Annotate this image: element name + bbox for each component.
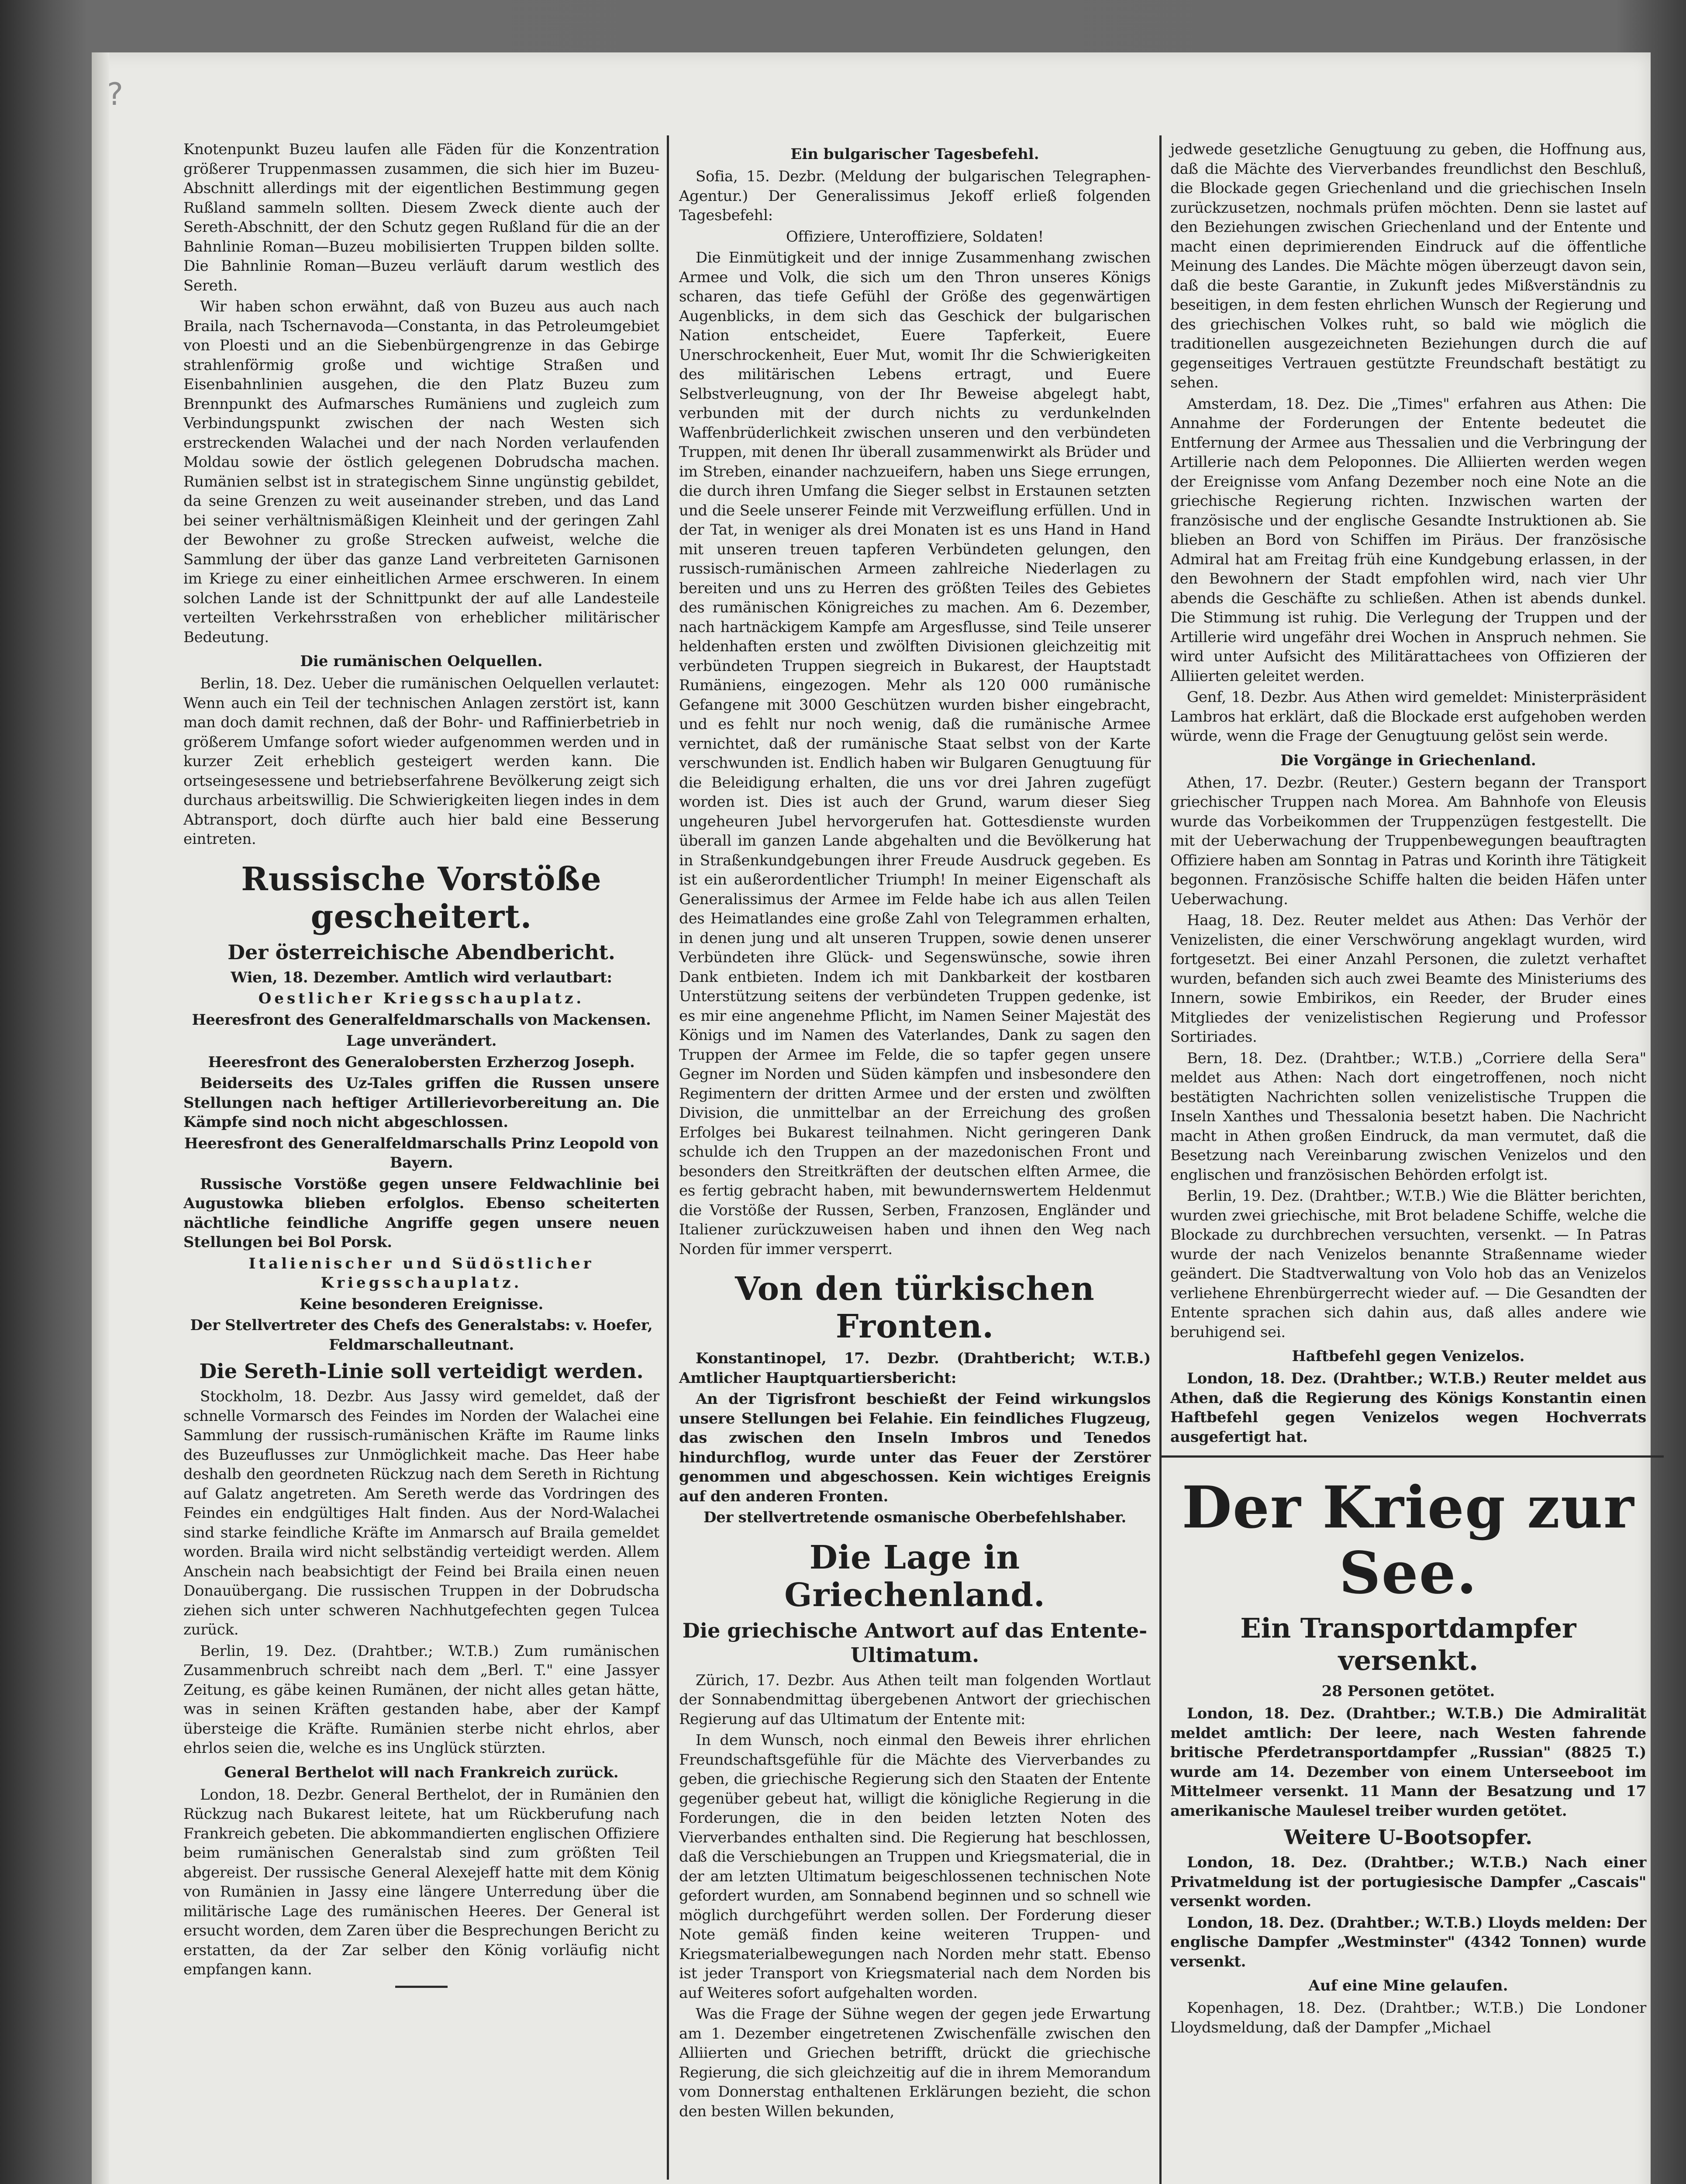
subheadline: Weitere U-Bootsopfer. — [1284, 1825, 1533, 1849]
section-rule — [1159, 1455, 1664, 1458]
article-paragraph: jedwede gesetzliche Genugtuung zu geben, die Hoffnung aus, daß die Mächte des Vierverbandes freundlichst den Beschluß, die Blockade gegen Griechenland und die griechischen Inseln zurückzusetzen, nochmals prüfen möchten. Denn sie lastet auf den Beziehungen zwischen Griechenland und der Entente und macht einen deprimierenden Eindruck auf die öffentliche Meinung des Landes. Die Mächte mögen überzeugt davon sein, daß die beste Garantie, in Zukunft jedes Mißverständnis zu beseitigen, in dem festen ehrlichen Wunsch der Regierung und des griechischen Volkes ruht, so bald wie möglich die traditionellen ausgezeichneten Beziehungen durch die auf gegenseitiges Vertrauen gestützte Freundschaft bestätigt zu sehen. — [1170, 141, 1646, 391]
article-paragraph: Berlin, 18. Dez. Ueber die rumänischen Oelquellen verlautet: Wenn auch ein Teil der technischen Anlagen zerstört ist, kann man doch damit rechnen, daß der Bohr- und Raffinierbetrieb in größerem Umfange sofort wieder aufgenommen werden und in kurzer Zeit erheblich gesteigert werden kann. Die ortseingesessene und betriebserfahrene Bevölkerung zeigt sich durchaus arbeitswillig. Die Schwierigkeiten liegen indes in dem Abtransport, doch dürfte auch hier bald eine Besserung eintreten. — [183, 675, 659, 848]
headline: Von den türkischen Fronten. — [735, 1270, 1095, 1345]
salutation: Offiziere, Unteroffiziere, Soldaten! — [786, 228, 1044, 245]
dateline: Konstantinopel, 17. Dezbr. (Drahtbericht; W.T.B.) Amtlicher Hauptquartiersbericht: — [679, 1350, 1151, 1387]
section-heading: General Berthelot will nach Frankreich zurück. — [224, 1763, 619, 1781]
section-heading: Oestlicher Kriegsschauplatz. — [258, 990, 585, 1007]
headline: Russische Vorstöße gescheitert. — [241, 860, 602, 936]
dateline: Wien, 18. Dezember. Amtlich wird verlautbart: — [231, 968, 612, 986]
section-heading: Heeresfront des Generalobersten Erzherzog Joseph. — [208, 1053, 635, 1071]
signature: Der Stellvertreter des Chefs des Generalstabs: v. Hoefer, Feldmarschalleutnant. — [190, 1317, 653, 1354]
article-paragraph: Berlin, 19. Dez. (Drahtber.; W.T.B.) Wie die Blätter berichten, wurden zwei griechische, mit Brot beladene Schiffe, welche die Blockade zu durchbrechen versuchten, versenkt. — In Patras wurde der nach Venizelos benannte Straßenname wieder geändert. Die Stadtverwaltung von Volo hob das an Venizelos verliehene Ehrenbürgerrecht wieder auf. — Die Gesandten der Entente sprachen sich dahin aus, daß alles andere wie beruhigend sei. — [1170, 1187, 1646, 1341]
article-paragraph: Die Einmütigkeit und der innige Zusammenhang zwischen Armee und Volk, die sich um den Thron unseres Königs scharen, das tiefe Gefühl der Größe des gegenwärtigen Augenblicks, in dem sich das Geschick der bulgarischen Nation entscheidet, Euere Tapferkeit, Euere Unerschrockenheit, Euer Mut, womit Ihr die Schwierigkeiten des militärischen Lebens ertragt, und Euere Selbstverleugnung, von der Ihr Beweise abgelegt habt, verbunden mit der durch nichts zu verdunkelnden Waffenbrüderlichkeit zwischen unseren und den verbündeten Truppen, mit denen Ihr überall zusammenwirkt als Brüder und im Streben, einander nachzueifern, haben uns Siege errungen, die durch ihren Umfang die Sieger selbst in Erstaunen setzten und die Seele unserer Feinde mit Verzweiflung erfüllen. Und in der Tat, in weniger als drei Monaten ist es uns Hand in Hand mit unseren treuen tapferen Verbündeten gelungen, den russisch-rumänischen Armeen zahlreiche Niederlagen zu bereiten und uns zu Herren des größten Teiles des Gebietes des rumänischen Königreiches zu machen. Am 6. Dezember, nach hartnäckigem Kampfe am Argesflusse, sind Teile unserer heldenhaften ersten und zwölften Divisionen gleichzeitig mit verbündeten Truppen siegreich in Bukarest, der Hauptstadt Rumäniens, eingezogen. Mehr als 120 000 rumänische Gefangene mit 3000 Geschützen wurden bisher eingebracht, und es fehlt nur noch wenig, daß die rumänische Armee vernichtet, daß der rumänische Staat selbst von der Karte verschwunden ist. Endlich haben wir Bulgaren Genugtuung für die Beleidigung erhalten, die uns vor drei Jahren zugefügt worden ist. Dies ist auch der Grund, warum dieser Sieg ungeheuren Jubel hervorgerufen hat. Gottesdienste wurden überall im ganzen Lande abgehalten und die Bevölkerung hat in Straßenkundgebungen ihrer Freude Ausdruck gegeben. Es ist ein außerordentlicher Triumph! In meiner Eigenschaft als Generalissimus der Armee im Felde habe ich aus allen Teilen des Heimatlandes eine große Zahl von Telegrammen erhalten, in denen jung und alt unseren Truppen, sowie denen unserer Verbündeten ihre Glück- und Segenswünsche, sowie ihren Dank entbieten. Indem ich mit Dankbarkeit der kostbaren Unterstützung seitens der verbündeten Truppen gedenke, ist es mir eine angenehme Pflicht, im Namen Seiner Majestät des Königs und im Namen des Vaterlandes, Dank zu sagen den Truppen der Armee im Felde, die so tapfer gegen unsere Gegner im Norden und Süden kämpfen und insbesondere den Regimentern der dritten Armee und der ersten und zwölften Division, die unmittelbar an der Erreichung des großen Erfolges bei Bukarest teilnahmen. Nicht geringeren Dank schulde ich den Truppen an der mazedonischen Front und besonders den Streitkräften der deutschen elften Armee, die es fertig gebracht haben, mit bewundernswertem Heldenmut die Vorstöße der Russen, Serben, Franzosen, Engländer und Italiener zurückzuweisen haben und ihnen den Weg nach Norden für immer versperrt. — [679, 249, 1151, 1258]
article-paragraph: Berlin, 19. Dez. (Drahtber.; W.T.B.) Zum rumänischen Zusammenbruch schreibt nach dem „Berl. T." eine Jassyer Zeitung, es gäbe keinen Rumänen, der nicht alles getan hätte, was in seinen Kräften gestanden habe, aber der Kampf übersteige die Kräfte. Rumänien sterbe nicht ehrlos, aber ehrlos seien die, welche es ins Unglück stürzten. — [183, 1642, 659, 1757]
subheadline: Die griechische Antwort auf das Entente-Ultimatum. — [682, 1618, 1148, 1667]
end-rule — [395, 1986, 448, 1988]
article-paragraph: Was die Frage der Sühne wegen der gegen jede Erwartung am 1. Dezember eingetretenen Zwischenfälle zwischen den Alliierten und Griechen betrifft, drückt die griechische Regierung, die sich gleichzeitig auf die in ihrem Memorandum vom Donnerstag enthaltenen Erklärungen bezieht, die schon den besten Willen bekunden, — [679, 2005, 1151, 2120]
report-line: Keine besonderen Ereignisse. — [299, 1295, 544, 1313]
article-paragraph: Knotenpunkt Buzeu laufen alle Fäden für die Konzentration größerer Truppenmassen zusammen, die sich hier im Buzeu-Abschnitt allerdings mit der eigentlichen Bestimmung gegen Rußland sammeln sollten. Diesem Zweck diente auch der Sereth-Abschnitt, der den Schutz gegen Rußland für die an der Bahnlinie Roman—Buzeu mobilisierten Truppen bilden sollte. Die Bahnlinie Roman—Buzeu verläuft darum westlich des Sereth. — [183, 141, 659, 294]
column-3 — [1170, 140, 1646, 2039]
section-heading: Heeresfront des Generalfeldmarschalls von Mackensen. — [192, 1011, 651, 1029]
section-heading: Die Vorgänge in Griechenland. — [1280, 751, 1536, 769]
article-paragraph: In dem Wunsch, noch einmal den Beweis ihrer ehrlichen Freundschaftsgefühle für die Mächte des Vierverbandes zu geben, die griechische Regierung sich den Staaten der Entente gegenüber gebeut hat, willigt die königliche Regierung in die Forderungen, die in den beiden letzten Noten des Vierverbandes enthalten sind. Die Regierung hat beschlossen, daß die Verschiebungen an Truppen und Kriegsmaterial, die in der am letzten Ultimatum beigeschlossenen technischen Note gefordert wurden, am Sonnabend beginnen und so schnell wie möglich durchgeführt werden sollen. Der Forderung dieser Note gemäß finden keine weiteren Truppen- und Kriegsmaterialbewegungen nach Norden mehr statt. Ebenso ist jeder Transport von Kriegsmaterial nach dem Norden bis auf Weiteres sofort aufgehalten worden. — [679, 1731, 1151, 2002]
section-heading: Auf eine Mine gelaufen. — [1308, 1977, 1508, 1994]
column-1 — [183, 140, 659, 1994]
headline: Die Lage in Griechenland. — [784, 1538, 1045, 1614]
article-paragraph: Wir haben schon erwähnt, daß von Buzeu aus auch nach Braila, nach Tschernavoda—Constanta, in das Petroleumgebiet von Ploesti und an die Siebenbürgengrenze in das Gebirge strahlenförmig große und wichtige Straßen und Eisenbahnlinien ausgehen, die den Platz Buzeu zum Brennpunkt des Aufmarsches Rumäniens und zugleich zum Verbindungspunkt zwischen der nach Westen sich erstreckenden Walachei und der nach Norden verlaufenden Moldau sowie der östlich gelegenen Dobrudscha machen. Rumänien selbst ist in strategischem Sinne ungünstig gebildet, da seine Grenzen zu weit auseinander streben, und das Land bei seiner verhältnismäßigen Kleinheit und der geringen Zahl der Bewohner zu große Strecken aufweist, welche die Sammlung der über das ganze Land verbreiteten Garnisonen im Kriege zu einer einheitlichen Armee erschweren. In einem solchen Lande ist der Schnittpunkt der auf alle Landesteile verteilten Verkehrsstraßen von erheblicher militärischer Bedeutung. — [183, 298, 659, 646]
section-heading: Italienischer und Südöstlicher Kriegsschauplatz. — [248, 1254, 594, 1292]
article-paragraph: Sofia, 15. Dezbr. (Meldung der bulgarischen Telegraphen-Agentur.) Der Generalissimus Jekoff erließ folgenden Tagesbefehl: — [679, 168, 1151, 224]
article-paragraph: London, 18. Dez. (Drahtber.; W.T.B.) Reuter meldet aus Athen, daß die Regierung des Königs Konstantin einen Haftbefehl gegen Venizelos wegen Hochverrats ausgefertigt hat. — [1170, 1370, 1646, 1446]
section-heading: Ein bulgarischer Tagesbefehl. — [790, 145, 1039, 163]
report-line: Beiderseits des Uz-Tales griffen die Russen unsere Stellungen nach heftiger Artillerievorbereitung an. Die Kämpfe sind noch nicht abgeschlossen. — [183, 1075, 659, 1131]
column-rule-1 — [667, 135, 669, 2180]
section-heading: Heeresfront des Generalfeldmarschalls Prinz Leopold von Bayern. — [184, 1134, 659, 1171]
headline-large: Der Krieg zur See. — [1182, 1474, 1635, 1607]
report-line: Russische Vorstöße gegen unsere Feldwachlinie bei Augustowka blieben erfolglos. Ebenso scheiterten nächtliche feindliche Angriffe gegen unsere neuen Stellungen bei Bol Porsk. — [183, 1175, 659, 1251]
article-paragraph: Athen, 17. Dezbr. (Reuter.) Gestern begann der Transport griechischer Truppen nach Morea. Am Bahnhofe von Eleusis wurde das Vorbeikommen der Truppenzügen festgestellt. Die mit der Ueberwachung der Truppenbewegungen beauftragten Offiziere haben am Sonntag in Patras und Korinth ihre Tätigkeit begonnen. Französische Schiffe halten die beiden Häfen unter Ueberwachung. — [1170, 774, 1646, 908]
article-paragraph: Genf, 18. Dezbr. Aus Athen wird gemeldet: Ministerpräsident Lambros hat erklärt, daß die Blockade erst aufgehoben werden würde, wenn die Frage der Genugtuung gelöst sein werde. — [1170, 688, 1646, 745]
article-paragraph: Bern, 18. Dez. (Drahtber.; W.T.B.) „Corriere della Sera" meldet aus Athen: Nach dort eingetroffenen, noch nicht bestätigten Nachrichten sollen venizelistische Truppen die Inseln Xanthes und Thessalonia besetzt haben. Die Nachricht macht in Athen großen Eindruck, da man vermutet, daß die Besetzung nach Vereinbarung zwischen Venizelos und den englischen und französischen Behörden erfolgt ist. — [1170, 1049, 1646, 1184]
signature: Der stellvertretende osmanische Oberbefehlshaber. — [703, 1509, 1126, 1526]
article-paragraph: Kopenhagen, 18. Dez. (Drahtber.; W.T.B.) Die Londoner Lloydsmeldung, daß der Dampfer „Michael — [1170, 1999, 1646, 2036]
article-paragraph: Stockholm, 18. Dezbr. Aus Jassy wird gemeldet, daß der schnelle Vormarsch des Feindes im Norden der Walachei eine Sammlung der russisch-rumänischen Kräfte im Raume links des Buzeuflusses zur Unmöglichkeit mache. Das Heer habe deshalb den geordneten Rückzug nach dem Sereth in Richtung auf Galatz angetreten. Am Sereth werde das Vordringen des Feindes ein endgültiges Halt finden. Aus der Nord-Walachei sind starke feindliche Kräfte im Anmarsch auf Braila gemeldet worden. Braila wird nicht selbständig verteidigt werden. Allem Anschein nach beabsichtigt der Feind bei Braila einen neuen Donauübergang. Die russischen Truppen in der Dobrudscha ziehen sich unter schweren Nachhutgefechten gegen Tulcea zurück. — [183, 1388, 659, 1638]
page-spine-shadow — [92, 52, 109, 2184]
pencil-margin-mark: ? — [107, 76, 124, 112]
article-paragraph: Amsterdam, 18. Dez. Die „Times" erfahren aus Athen: Die Annahme der Forderungen der Entente bedeutet die Entfernung der Armee aus Thessalien und die Verbringung der Artillerie nach dem Peloponnes. Die Alliierten werden wegen der Ereignisse vom Anfang Dezember noch eine Note an die griechische Regierung richten. Inzwischen warten der französische und der englische Gesandte Instruktionen ab. Sie blieben an Bord von Schiffen im Piräus. Der französische Admiral hat am Freitag früh eine Kundgebung erlassen, in der den Bewohnern der Stadt empfohlen wird, nach vier Uhr abends die Geschäfte zu schließen. Athen ist abends dunkel. Die Stimmung ist ruhig. Die Verlegung der Truppen und der Artillerie wird ungefähr drei Wochen in Anspruch nehmen. Sie wird unter Aufsicht des Militärattachees von Offizieren der Alliierten geleitet werden. — [1170, 395, 1646, 685]
subheadline: Ein Transportdampfer versenkt. — [1240, 1612, 1576, 1676]
section-heading: Die rumänischen Oelquellen. — [300, 653, 543, 670]
article-paragraph: London, 18. Dez. (Drahtber.; W.T.B.) Lloyds melden: Der englische Dampfer „Westminster" (4342 Tonnen) wurde versenkt. — [1170, 1914, 1646, 1970]
article-paragraph: London, 18. Dezbr. General Berthelot, der in Rumänien den Rückzug nach Bukarest leitete, hat um Rückberufung nach Frankreich gebeten. Die abkommandierten englischen Offiziere beim rumänischen Generalstab sind zum größten Teil abgereist. Der russische General Alexejeff hatte mit dem König von Rumänien in Jassy eine längere Unterredung über die militärische Lage des rumänischen Heeres. Der General ist ersucht worden, dem Zaren über die Besprechungen Bericht zu erstatten, da der Zar selber den König vorläufig nicht empfangen kann. — [183, 1786, 659, 1978]
article-paragraph: London, 18. Dez. (Drahtber.; W.T.B.) Nach einer Privatmeldung ist der portugiesische Dampfer „Cascais" versenkt worden. — [1170, 1854, 1646, 1910]
report-line: Lage unverändert. — [346, 1032, 497, 1050]
column-rule-2 — [1159, 135, 1162, 2184]
article-paragraph: Zürich, 17. Dezbr. Aus Athen teilt man folgenden Wortlaut der Sonnabendmittag übergebenen Antwort der griechischen Regierung auf das Ultimatum der Entente mit: — [679, 1671, 1151, 1728]
column-2 — [679, 140, 1151, 2123]
report-line: An der Tigrisfront beschießt der Feind wirkungslos unsere Stellungen bei Felahie. Ein feindliches Flugzeug, das zwischen den Inseln Imbros und Tenedos hindurchflog, wurde unter das Feuer der Zerstörer genommen und abgeschossen. Kein wichtiges Ereignis auf den anderen Fronten. — [679, 1390, 1151, 1505]
subheadline: Die Sereth-Linie soll verteidigt werden. — [199, 1359, 644, 1383]
article-paragraph: London, 18. Dez. (Drahtber.; W.T.B.) Die Admiralität meldet amtlich: Der leere, nach Westen fahrende britische Pferdetransportdampfer „Russian" (8825 T.) wurde am 14. Dezember von einem Unterseeboot im Mittelmeer versenkt. 11 Mann der Besatzung und 17 amerikanische Maulesel treiber wurden getötet. — [1170, 1705, 1646, 1820]
section-heading: 28 Personen getötet. — [1321, 1683, 1495, 1700]
subheadline: Der österreichische Abendbericht. — [228, 940, 615, 964]
article-paragraph: Haag, 18. Dez. Reuter meldet aus Athen: Das Verhör der Venizelisten, die einer Verschwörung angeklagt wurden, wird fortgesetzt. Bei einer Anzahl Personen, die zuletzt verhaftet wurden, befanden sich auch zwei Beamte des Ministeriums des Innern, sowie Embirikos, ein Reeder, der Bruder eines Mitgliedes der venizelistischen Regierung und Professor Sortiriades. — [1170, 912, 1646, 1046]
section-heading: Haftbefehl gegen Venizelos. — [1292, 1348, 1525, 1365]
